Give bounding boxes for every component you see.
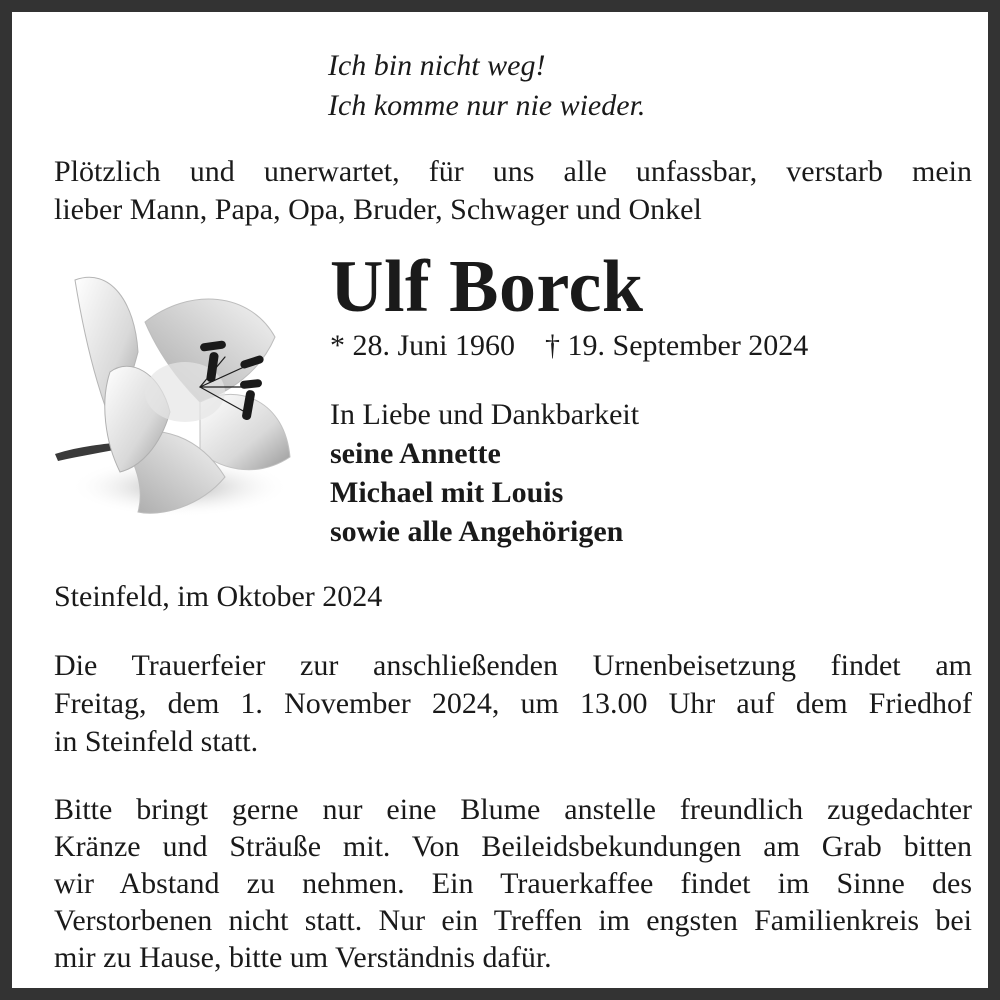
request-line-2: Kränze und Sträuße mit. Von Beileidsbekundungen am Grab bitten [54, 830, 972, 863]
funeral-line-2: Freitag, dem 1. November 2024, um 13.00 Uhr auf dem Friedhof [54, 687, 972, 720]
intro-line-2: lieber Mann, Papa, Opa, Bruder, Schwager und Onkel [54, 193, 702, 226]
request-line-3: wir Abstand zu nehmen. Ein Trauerkaffee findet im Sinne des [54, 867, 972, 900]
funeral-line-1: Die Trauerfeier zur anschließenden Urnenbeisetzung findet am [54, 649, 972, 682]
funeral-line-3: in Steinfeld statt. [54, 725, 259, 758]
mourner-name: Michael mit Louis [330, 476, 564, 509]
deceased-name: Ulf Borck [330, 246, 644, 328]
mourners-intro: In Liebe und Dankbarkeit [330, 398, 640, 431]
mourner-name: sowie alle Angehörigen [330, 515, 624, 548]
request-line-1: Bitte bringt gerne nur eine Blume anstelle freundlich zugedachter [54, 793, 972, 826]
place-date: Steinfeld, im Oktober 2024 [54, 580, 383, 613]
birth-date: * 28. Juni 1960 [330, 329, 516, 362]
death-date: † 19. September 2024 [545, 329, 809, 362]
request-line-5: mir zu Hause, bitte um Verständnis dafür. [54, 941, 552, 974]
lily-flower-icon [50, 262, 300, 527]
motto-line-2: Ich komme nur nie wieder. [328, 89, 646, 122]
mourner-name: seine Annette [330, 437, 501, 470]
motto-line-1: Ich bin nicht weg! [328, 49, 546, 82]
intro-line-1: Plötzlich und unerwartet, für uns alle unfassbar, verstarb mein [54, 155, 972, 188]
life-dates [330, 328, 808, 364]
request-line-4: Verstorbenen nicht statt. Nur ein Treffen im engsten Familienkreis bei [54, 904, 972, 937]
